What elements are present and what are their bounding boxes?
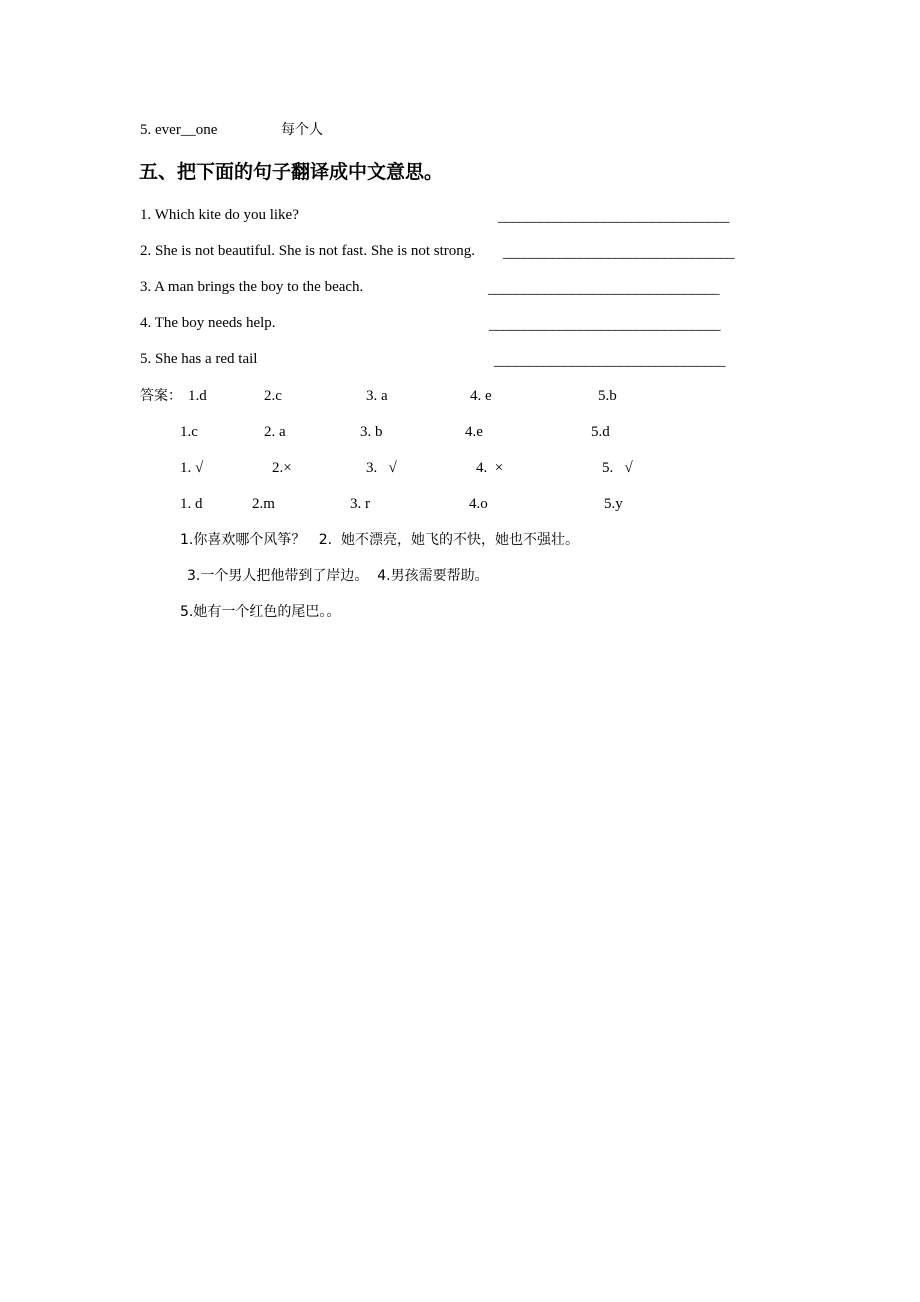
sentence-3: 3. A man brings the boy to the beach.: [140, 279, 364, 295]
answer-row3-item: 3. √: [366, 460, 397, 476]
answer-row4-item: 2.m: [252, 496, 275, 512]
answer-row4-item: 4.o: [469, 496, 488, 512]
answers-label: 答案：: [140, 388, 182, 404]
answer-row2-item: 4.e: [465, 424, 483, 440]
answer-row2-item: 2. a: [264, 424, 286, 440]
translation-line-3: 5.她有一个红色的尾巴。。: [180, 604, 341, 620]
answer-blank-5[interactable]: _________________________________: [494, 353, 725, 369]
answer-row1-item: 4. e: [470, 388, 492, 404]
answer-row2-item: 3. b: [360, 424, 383, 440]
sentence-5: 5. She has a red tail: [140, 351, 258, 367]
answer-row4-item: 1. d: [180, 496, 203, 512]
sentence-2: 2. She is not beautiful. She is not fast. She is not strong.: [140, 243, 475, 259]
vocab-item-meaning: 每个人: [281, 122, 323, 138]
answer-row3-item: 1. √: [180, 460, 204, 476]
sentence-4: 4. The boy needs help.: [140, 315, 276, 331]
answer-blank-3[interactable]: _________________________________: [488, 281, 719, 297]
answer-blank-2[interactable]: _________________________________: [503, 245, 734, 261]
answer-row1-item: 1.d: [188, 388, 207, 404]
answer-blank-4[interactable]: _________________________________: [489, 317, 720, 333]
answer-row3-item: 2.×: [272, 460, 292, 476]
answer-row3-item: 5. √: [602, 460, 633, 476]
answer-row2-item: 5.d: [591, 424, 610, 440]
answer-row1-item: 3. a: [366, 388, 388, 404]
section-five-heading: 五、把下面的句子翻译成中文意思。: [139, 161, 444, 183]
answer-blank-1[interactable]: _________________________________: [498, 209, 729, 225]
translation-line-1: 1.你喜欢哪个风筝？ 2. 她不漂亮，她飞的不快，她也不强壮。: [180, 532, 579, 548]
vocab-item-word: 5. ever__one: [140, 122, 218, 138]
answer-row3-item: 4. ×: [476, 460, 504, 476]
answer-row1-item: 2.c: [264, 388, 282, 404]
sentence-1: 1. Which kite do you like?: [140, 207, 299, 223]
translation-line-2: 3.一个男人把他带到了岸边。 4.男孩需要帮助。: [187, 568, 489, 584]
answer-row1-item: 5.b: [598, 388, 617, 404]
answer-row2-item: 1.c: [180, 424, 198, 440]
answer-row4-item: 5.y: [604, 496, 623, 512]
answer-row4-item: 3. r: [350, 496, 370, 512]
